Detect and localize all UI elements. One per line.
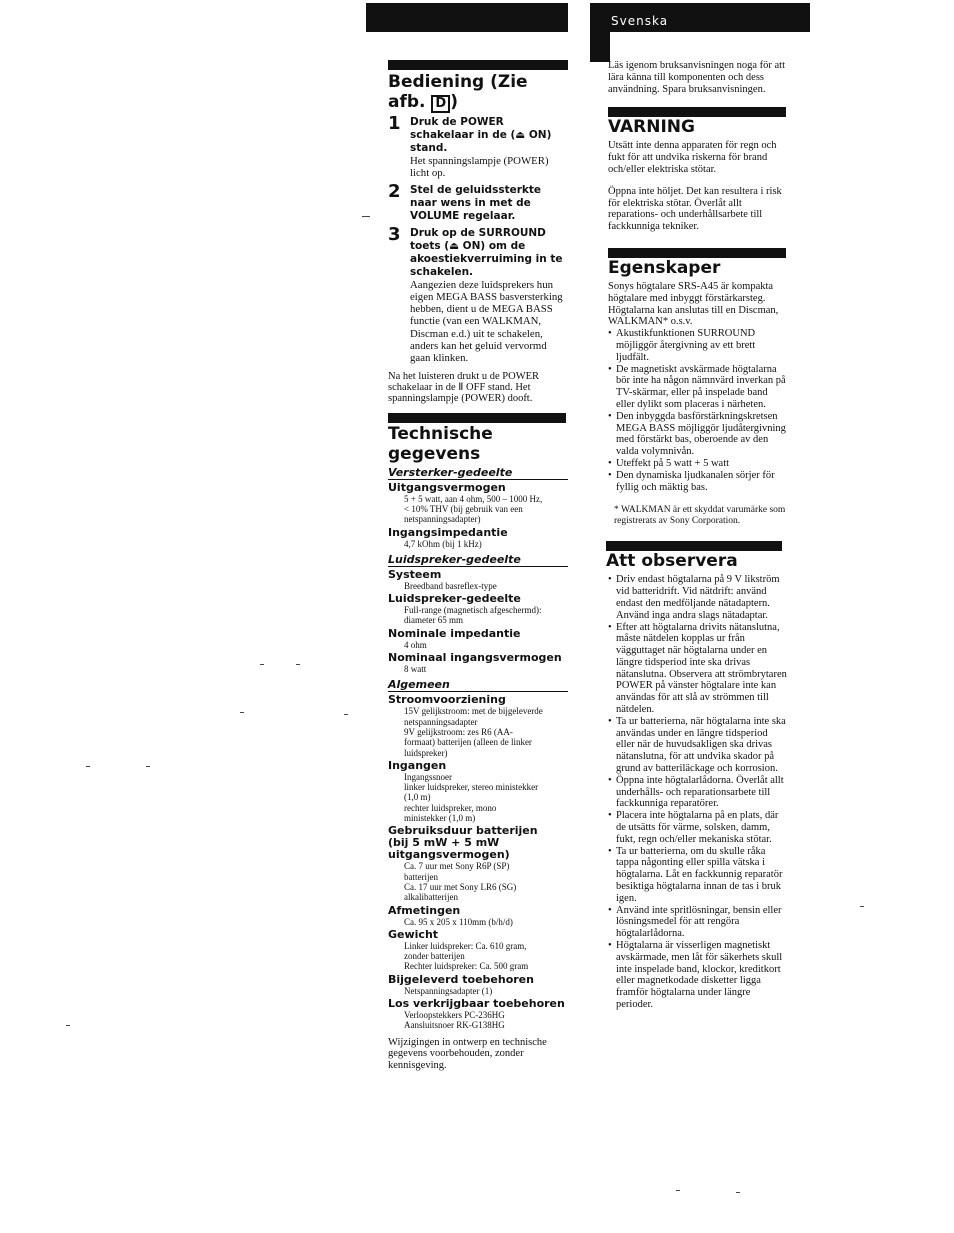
specs-list [388,466,568,1031]
spec-label: Gebruiksduur batterijen (bij 5 mW + 5 mW uitgangsvermogen) [388,824,538,862]
scan-speck [86,766,90,767]
spec-value: Linker luidspreker: Ca. 610 gram, zonder batterijen Rechter luidspreker: Ca. 500 gram [404,940,529,972]
step-detail: Aangezien deze luidsprekers hun eigen MEGA BASS basversterking hebben, dient u de MEGA BASS functie (van een WALKMAN, Discman e.d.) uit te schakelen, anders kan het geluid vervormd gaan klinken. [410,278,563,365]
spec-value: Full-range (magnetisch afgeschermd): diameter 65 mm [404,605,542,626]
operation-step [388,180,568,223]
language-tab: Svenska [611,14,669,28]
features-intro: Sonys högtalare SRS-A45 är kompakta högtalare med inbyggt förstärkarsteg. Högtalarna kan anslutas till en Discman, WALKMAN* o.s.v. [608,280,779,328]
warning-text-2: Öppna inte höljet. Det kan resultera i risk för elektriska stötar. Överlåt allt reparations- och underhållsarbete till fackkunniga tekniker. [608,185,782,233]
scan-speck [344,714,348,715]
operation-step [388,223,568,365]
spec-value: Ingangssnoer linker luidspreker, stereo ministekker (1,0 m) rechter luidspreker, mono ministekker (1,0 m) [404,771,539,824]
scan-speck [362,216,370,217]
caution-item: • Ta ur batterierna, när högtalarna inte ska användas under en längre tidsperiod eller när de huvudsakligen ska drivas nätanslutna, för att undvika skador på grund av batteriläckage och korrosion. [608,716,788,775]
spec-label: Bijgeleverd toebehoren [388,972,534,986]
intro-text: Läs igenom bruksanvisningen noga för att lära känna till komponenten och dess användning. Spara bruksanvisningen. [608,60,786,95]
feature-item: • Den inbyggda basförstärkningskretsen MEGA BASS möjliggör ljudåtergivning med förstärkt bas, oberoende av den valda volymnivån. [608,411,788,458]
step-instruction: Stel de geluidssterkte naar wens in met de VOLUME regelaar. [410,183,542,222]
spec-value: Ca. 7 uur met Sony R6P (SP) batterijen Ca. 17 uur met Sony LR6 (SG) alkalibatterijen [404,861,517,903]
spec-value: 4 ohm [404,639,427,650]
step-detail: Het spanningslampje (POWER) licht op. [410,155,549,180]
scan-speck [676,1190,680,1191]
spec-value: 5 + 5 watt, aan 4 ohm, 500 – 1000 Hz, < 10% THV (bij gebruik van een netspanningsadapter) [404,493,543,525]
feature-item: • Akustikfunktionen SURROUND möjliggör återgivning av ett brett ljudfält. [608,328,788,363]
step-number: 3 [388,223,401,245]
operation-step [388,113,568,180]
operation-title: Bediening (Zie afb. D ) [388,72,528,112]
feature-item: • Uteffekt på 5 watt + 5 watt [608,458,788,470]
step-number: 1 [388,113,401,134]
observe-list [608,574,788,1010]
spec-label: Systeem [388,567,442,581]
feature-item: • Den dynamiska ljudkanalen sörjer för fyllig och mäktig bas. [608,470,788,494]
step-instruction: Druk op de SURROUND toets (⏏ ON) om de akoestiekverruiming in te schakelen. [410,226,563,278]
spec-value: 15V gelijkstroom: met de bijgeleverde netspanningsadapter 9V gelijkstroom: zes R6 (AA- formaat) batterijen (alleen de linker luidspreker) [404,706,543,758]
caution-item: • Driv endast högtalarna på 9 V likström vid batteridrift. Vid nätdrift: använd endast den medföljande nätadaptern. Använd inga andra slags nätadaptar. [608,574,788,621]
caution-item: • Högtalarna är visserligen magnetiskt avskärmade, men låt för säkerhets skull inte inspelade band, klockor, kreditkort eller magnetkodade disketter ligga framför högtalarna under längre perioder. [608,940,788,1011]
caution-item: • Efter att högtalarna drivits nätanslutna, måste nätdelen kopplas ur från vägguttaget när högtalarna under en längre tidsperiod inte ska drivas nätanslutna. Observera att strömbrytaren POWER på vänster högtalare inte kan användas för att slå av strömmen till nätdelen. [608,622,788,716]
warning-text-1: Utsätt inte denna apparaten för regn och fukt för att undvika riskerna för brand och/eller elektriska stötar. [608,140,777,175]
section-rule [388,413,566,423]
dutch-column [388,60,568,1071]
specs-note: Wijzigingen in ontwerp en technische gegevens voorbehouden, zonder kennisgeving. [388,1036,547,1071]
features-footnote: * WALKMAN är ett skyddat varumärke som registrerats av Sony Corporation. [614,505,786,527]
specs-subsection-title: Versterker-gedeelte [388,466,568,480]
feature-item: • De magnetiskt avskärmade högtalarna bör inte ha någon nämnvärd inverkan på TV-skärmar, eller på inspelade band eller dylikt som placeras i närheten. [608,364,788,411]
figure-label: D [431,95,450,113]
observe-title: Att observera [606,551,738,572]
caution-item: • Placera inte högtalarna på en plats, där de utsätts för värme, solsken, damm, fukt, regn och/eller mekaniska stötar. [608,810,788,845]
spec-label: Ingangsimpedantie [388,525,508,539]
header-bar-stub [590,32,610,62]
operation-after-note: Na het luisteren drukt u de POWER schakelaar in de Ⅱ OFF stand. Het spanningslampje (POWER) dooft. [388,370,540,404]
spec-label: Los verkrijgbaar toebehoren [388,996,565,1010]
spec-value: Ca. 95 x 205 x 110mm (b/h/d) [404,916,513,927]
spec-value: 8 watt [404,664,427,675]
specs-subsection-title: Algemeen [388,678,568,692]
spec-label: Ingangen [388,758,447,772]
caution-item: • Ta ur batterierna, om du skulle råka tappa någonting eller spilla vätska i högtalarna. Låt en fackkunnig reparatör besiktiga högtalarna innan de tas i bruk igen. [608,846,788,905]
swedish-column [608,60,788,1011]
step-number: 2 [388,180,401,202]
spec-value: Breedband basreflex-type [404,580,497,591]
specs-title: Technische gegevens [388,423,493,464]
features-title: Egenskaper [608,257,721,278]
scan-speck [146,766,150,767]
spec-label: Stroomvoorziening [388,693,506,707]
scan-speck [240,712,244,713]
spec-label: Nominaal ingangsvermogen [388,651,562,665]
spec-value: 4,7 kOhm (bij 1 kHz) [404,538,482,549]
spec-value: Verloopstekkers PC-236HG Aansluitsnoer RK-G138HG [404,1009,505,1031]
caution-item: • Öppna inte högtalarlådorna. Överlåt allt underhålls- och reparationsarbete till fackkunniga reparatörer. [608,775,788,810]
scan-speck [66,1025,70,1026]
spec-label: Nominale impedantie [388,626,521,640]
scan-speck [296,664,300,665]
header-bar-left [366,3,568,32]
scan-speck [260,664,264,665]
caution-item: • Använd inte spritlösningar, bensin eller lösningsmedel för att rengöra högtalarlådorna. [608,905,788,940]
spec-label: Luidspreker-gedeelte [388,592,521,606]
spec-label: Uitgangsvermogen [388,480,506,494]
specs-subsection-title: Luidspreker-gedeelte [388,553,568,567]
scan-speck [736,1192,740,1193]
spec-value: Netspanningsadapter (1) [404,985,493,996]
operation-steps [388,113,568,365]
warning-title: VARNING [608,117,695,138]
section-rule [606,541,782,551]
spec-label: Afmetingen [388,903,461,917]
section-rule [388,60,568,70]
section-rule [608,107,786,117]
section-rule [608,248,786,258]
spec-label: Gewicht [388,927,439,941]
step-instruction: Druk de POWER schakelaar in de (⏏ ON) stand. [410,116,552,154]
scan-speck [860,906,864,907]
features-list [608,328,788,493]
